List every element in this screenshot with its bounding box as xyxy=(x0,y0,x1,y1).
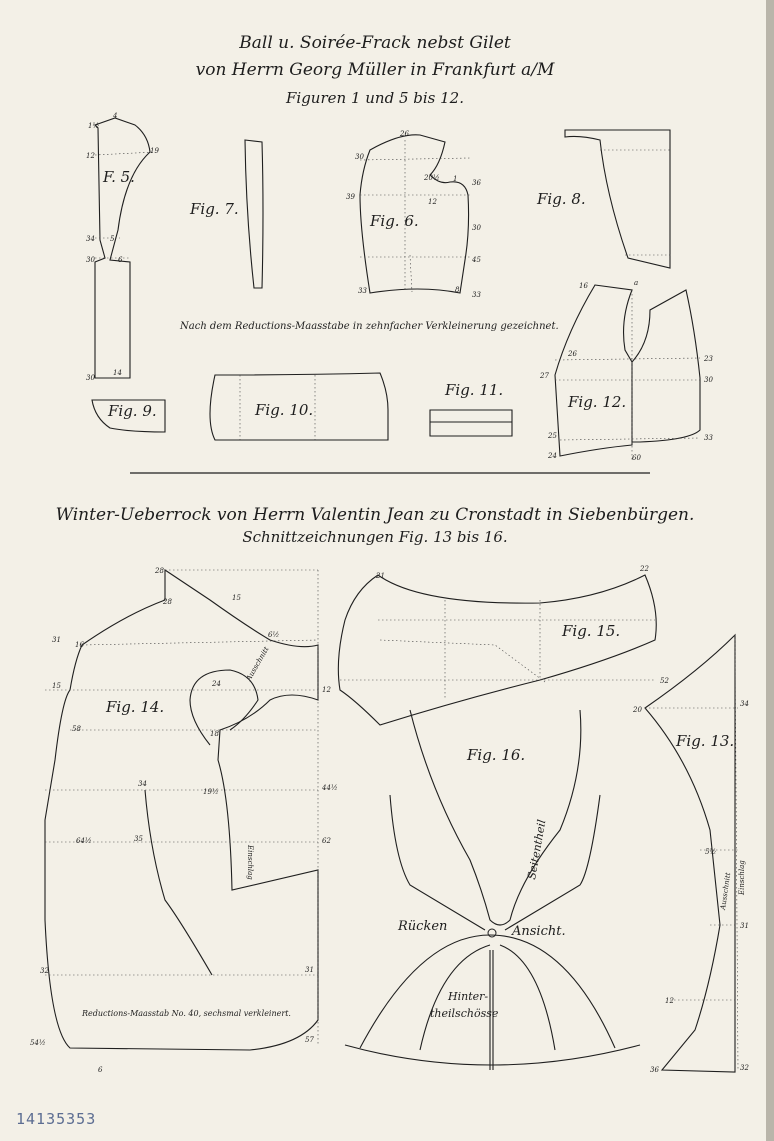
figure-10-label: Fig. 10. xyxy=(255,401,314,419)
svg-text:34: 34 xyxy=(740,700,749,708)
svg-text:28: 28 xyxy=(163,598,172,606)
svg-text:22: 22 xyxy=(640,565,649,573)
svg-text:57: 57 xyxy=(305,1036,314,1044)
svg-text:15: 15 xyxy=(232,594,241,602)
svg-text:1½: 1½ xyxy=(88,122,100,130)
figure-13-label: Fig. 13. xyxy=(676,732,735,750)
svg-text:60: 60 xyxy=(632,454,641,462)
svg-text:33: 33 xyxy=(704,434,713,442)
svg-text:5: 5 xyxy=(110,235,115,243)
ansicht-label: Ansicht. xyxy=(512,924,566,939)
svg-text:30: 30 xyxy=(472,224,481,232)
section2-title-line-2: Schnittzeichnungen Fig. 13 bis 16. xyxy=(242,528,508,546)
svg-text:36: 36 xyxy=(650,1066,659,1074)
figure-5-label: F. 5. xyxy=(103,168,135,186)
ausschnitt-label-2: Ausschnitt xyxy=(719,871,733,911)
svg-text:12: 12 xyxy=(86,152,95,160)
svg-text:24: 24 xyxy=(212,680,221,688)
svg-text:12: 12 xyxy=(322,686,331,694)
figure-12-label: Fig. 12. xyxy=(568,393,627,411)
svg-text:a: a xyxy=(634,279,639,287)
svg-text:26: 26 xyxy=(400,130,409,138)
svg-text:8: 8 xyxy=(455,286,460,294)
svg-text:62: 62 xyxy=(322,837,331,845)
svg-text:26: 26 xyxy=(568,350,577,358)
figure-14-label: Fig. 14. xyxy=(106,698,165,716)
svg-text:5½: 5½ xyxy=(705,848,717,856)
svg-text:31: 31 xyxy=(740,922,749,930)
svg-text:24: 24 xyxy=(548,452,557,460)
svg-text:33: 33 xyxy=(358,287,367,295)
svg-text:64½: 64½ xyxy=(76,837,92,845)
svg-text:16: 16 xyxy=(579,282,588,290)
svg-text:30: 30 xyxy=(704,376,713,384)
einschlag-label-13: Einschlag xyxy=(738,860,746,895)
accession-number-stamp: 14135353 xyxy=(16,1110,97,1128)
svg-text:45: 45 xyxy=(472,256,481,264)
svg-text:30: 30 xyxy=(86,256,95,264)
svg-text:27: 27 xyxy=(540,372,549,380)
figure-11-label: Fig. 11. xyxy=(445,381,504,399)
svg-text:52: 52 xyxy=(660,677,669,685)
svg-text:16: 16 xyxy=(75,641,84,649)
top-scale-note: Nach dem Reductions-Maasstabe in zehnfacher Verkleinerung gezeichnet. xyxy=(180,321,559,332)
seitentheil-label: Seitentheil xyxy=(525,818,549,881)
svg-text:19: 19 xyxy=(150,147,159,155)
hinter-label-1: Hinter- xyxy=(448,990,489,1003)
einschlag-label-14: Einschlag xyxy=(246,845,254,880)
figure-16-label: Fig. 16. xyxy=(467,746,526,764)
svg-text:33: 33 xyxy=(472,291,481,299)
svg-text:36: 36 xyxy=(472,179,481,187)
ausschnitt-label-1: Ausschnitt xyxy=(244,645,271,682)
svg-text:35: 35 xyxy=(134,835,143,843)
svg-text:54½: 54½ xyxy=(30,1039,46,1047)
figure-15-label: Fig. 15. xyxy=(562,622,621,640)
svg-text:28: 28 xyxy=(155,567,164,575)
svg-text:6: 6 xyxy=(98,1066,103,1074)
svg-text:25: 25 xyxy=(548,432,557,440)
svg-text:44½: 44½ xyxy=(322,784,338,792)
svg-text:20½: 20½ xyxy=(424,174,440,182)
svg-text:31: 31 xyxy=(305,966,314,974)
svg-text:6½: 6½ xyxy=(268,631,280,639)
svg-text:6: 6 xyxy=(118,256,123,264)
ruecken-label: Rücken xyxy=(398,919,448,934)
bottom-scale-note: Reductions-Maasstab No. 40, sechsmal verkleinert. xyxy=(82,1009,291,1018)
svg-text:20: 20 xyxy=(633,706,642,714)
figure-7-label: Fig. 7. xyxy=(190,200,239,218)
figure-9-label: Fig. 9. xyxy=(108,402,157,420)
svg-text:21: 21 xyxy=(376,572,385,580)
svg-text:32: 32 xyxy=(740,1064,749,1072)
plate-title-line-1: Ball u. Soirée-Frack nebst Gilet xyxy=(239,33,511,53)
svg-text:32: 32 xyxy=(40,967,49,975)
svg-text:12: 12 xyxy=(665,997,674,1005)
svg-text:30: 30 xyxy=(86,374,95,382)
svg-text:31: 31 xyxy=(52,636,61,644)
svg-text:58: 58 xyxy=(72,725,81,733)
svg-text:23: 23 xyxy=(704,355,713,363)
svg-text:1: 1 xyxy=(453,175,458,183)
figure-6-label: Fig. 6. xyxy=(370,212,419,230)
svg-text:14: 14 xyxy=(113,369,122,377)
plate-title-line-3: Figuren 1 und 5 bis 12. xyxy=(286,89,464,107)
svg-text:15: 15 xyxy=(52,682,61,690)
svg-text:34: 34 xyxy=(86,235,95,243)
plate-title-line-2: von Herrn Georg Müller in Frankfurt a/M xyxy=(195,60,555,80)
svg-text:18: 18 xyxy=(210,730,219,738)
svg-text:19½: 19½ xyxy=(203,788,219,796)
svg-text:12: 12 xyxy=(428,198,437,206)
figure-8-label: Fig. 8. xyxy=(537,190,586,208)
svg-text:39: 39 xyxy=(346,193,355,201)
hinter-label-2: theilschösse xyxy=(430,1007,499,1020)
svg-text:4: 4 xyxy=(113,112,118,120)
svg-text:30: 30 xyxy=(355,153,364,161)
svg-text:34: 34 xyxy=(138,780,147,788)
section2-title-line-1: Winter-Ueberrock von Herrn Valentin Jean zu Cronstadt in Siebenbürgen. xyxy=(55,505,695,525)
